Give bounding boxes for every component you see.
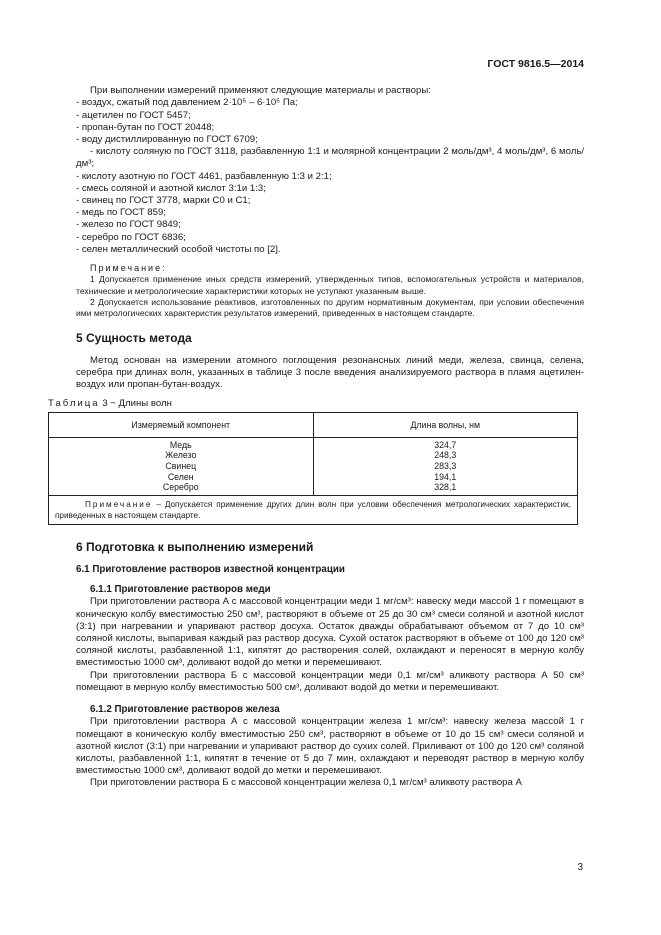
list-item: - медь по ГОСТ 859; (76, 207, 166, 219)
component-name: Медь (169, 439, 192, 450)
section-6-title: 6 Подготовка к выполнению измерений (76, 539, 314, 554)
document-id: ГОСТ 9816.5—2014 (487, 58, 584, 70)
document-page (48, 58, 584, 790)
section-5-title: 5 Сущность метода (76, 330, 192, 345)
subsection-6-1-title: 6.1 Приготовление растворов известной концентрации (76, 564, 345, 576)
section-5-text: Метод основан на измерении атомного поглощения резонансных линий меди, железа, свинца, селена, серебра при длинах волн, указанных в таблице 3 после введения анализируемого раствора в пламя ацетилен-воздух или пропан-бутан-воздух. (76, 355, 584, 391)
table-header-component: Измеряемый компонент (49, 412, 314, 437)
list-item: - пропан-бутан по ГОСТ 20448; (76, 121, 215, 133)
table-caption (48, 398, 584, 410)
copper-solution-a: При приготовлении раствора А с массовой концентрации меди 1 мг/см³: навеску меди массой 1 г помещают в коническую колбу вместимостью 250 см³, растворяют в объеме от 25 до 30 см³ смеси соляной и азотной кислот (3:1) при нагревании и упаривают раствор досуха. Остаток дважды обрабатывают объемом от 7 до 10 см³ соляной кислоты, выпаривая каждый раз раствор досуха. Сухой остаток растворяют в объеме от 100 до 120 см³ соляной кислоты, разбавленной 1:1, кипятят до растворения солей, охлаждают и переносят в мерную колбу вместимостью 1000 см³, доливают водой до метки и перемешивают. (76, 596, 584, 669)
wavelength-value: 328,1 (434, 482, 457, 493)
materials-list (76, 97, 584, 256)
list-item: - смесь соляной и азотной кислот 3:1и 1:3; (76, 182, 266, 194)
materials-intro: При выполнении измерений применяют следующие материалы и растворы: (90, 85, 431, 97)
component-cell (49, 437, 314, 495)
component-name: Серебро (162, 482, 199, 493)
table-note-word: Примечание (85, 499, 153, 509)
subsection-6-1-1-title: 6.1.1 Приготовление растворов меди (90, 584, 271, 596)
list-item: - серебро по ГОСТ 6836; (76, 231, 186, 243)
wavelength-cell (313, 437, 578, 495)
note-2: 2 Допускается использование реактивов, изготовленных по другим нормативным документам, при условии обеспечения ими метрологических характеристик результатов измерений, приведенных в настоящем стандарте. (76, 297, 584, 319)
table-caption-rest: 3 − Длины волн (99, 397, 172, 409)
list-item: - ацетилен по ГОСТ 5457; (76, 109, 191, 121)
list-item: - кислоту азотную по ГОСТ 4461, разбавленную 1:3 и 2:1; (76, 170, 332, 182)
wavelength-value: 324,7 (434, 439, 457, 450)
list-item: - воздух, сжатый под давлением 2·10⁵ – 6·10⁵ Па; (76, 97, 298, 109)
table-note-text: – Допускается применение других длин волн при условии обеспечения метрологических характеристик, приведенных в настоящем стандарте. (55, 499, 571, 520)
table-note (49, 495, 578, 524)
list-item: - свинец по ГОСТ 3778, марки С0 и С1; (76, 195, 251, 207)
iron-solution-b: При приготовлении раствора Б с массовой концентрации железа 0,1 мг/см³ аликвоту раствора А (90, 777, 522, 789)
page-number: 3 (577, 862, 583, 873)
iron-solution-a: При приготовлении раствора А с массовой концентрации железа 1 мг/см³: навеску железа массой 1 г помещают в коническую колбу вместимостью 250 см³, растворяют в объеме от 10 до 15 см³ смеси соляной и азотной кислот (3:1) при нагревании и упаривают раствор до сухих солей. Приливают от 100 до 120 см³ соляной кислоты, разбавленной 1:1, кипятят в течение от 5 до 7 мин, охлаждают и переводят раствор в мерную колбу вместимостью 1000 см³, доливают водой до метки и перемешивают. (76, 716, 584, 777)
component-name: Железо (165, 450, 197, 461)
component-name: Селен (167, 471, 194, 482)
list-item: - селен металлический особой чистоты по [2]. (76, 243, 281, 255)
table-header-wavelength: Длина волны, нм (313, 412, 578, 437)
list-item: - железо по ГОСТ 9849; (76, 219, 181, 231)
wavelength-value: 248,3 (434, 450, 457, 461)
table-caption-word: Таблица (48, 397, 100, 409)
note-1: 1 Допускается применение иных средств измерений, утвержденных типов, вспомогательных устройств и материалов, технические и метрологические характеристики которых не уступают указанным выше. (76, 274, 584, 296)
note-title: Примечание: (90, 263, 167, 274)
wavelength-value: 283,3 (434, 461, 457, 472)
list-item: - кислоту соляную по ГОСТ 3118, разбавленную 1:1 и молярной концентрации 2 моль/дм³, 4 моль/дм³, 6 моль/дм³; (76, 146, 584, 170)
list-item: - воду дистиллированную по ГОСТ 6709; (76, 134, 258, 146)
wavelength-table (48, 412, 578, 525)
copper-solution-b: При приготовлении раствора Б с массовой концентрации меди 0,1 мг/см³ аликвоту раствора А 50 см³ помещают в мерную колбу вместимостью 500 см³, доливают водой до метки и перемешивают. (76, 669, 584, 693)
subsection-6-1-2-title: 6.1.2 Приготовление растворов железа (90, 704, 280, 716)
wavelength-value: 194,1 (434, 471, 457, 482)
component-name: Свинец (165, 461, 197, 472)
